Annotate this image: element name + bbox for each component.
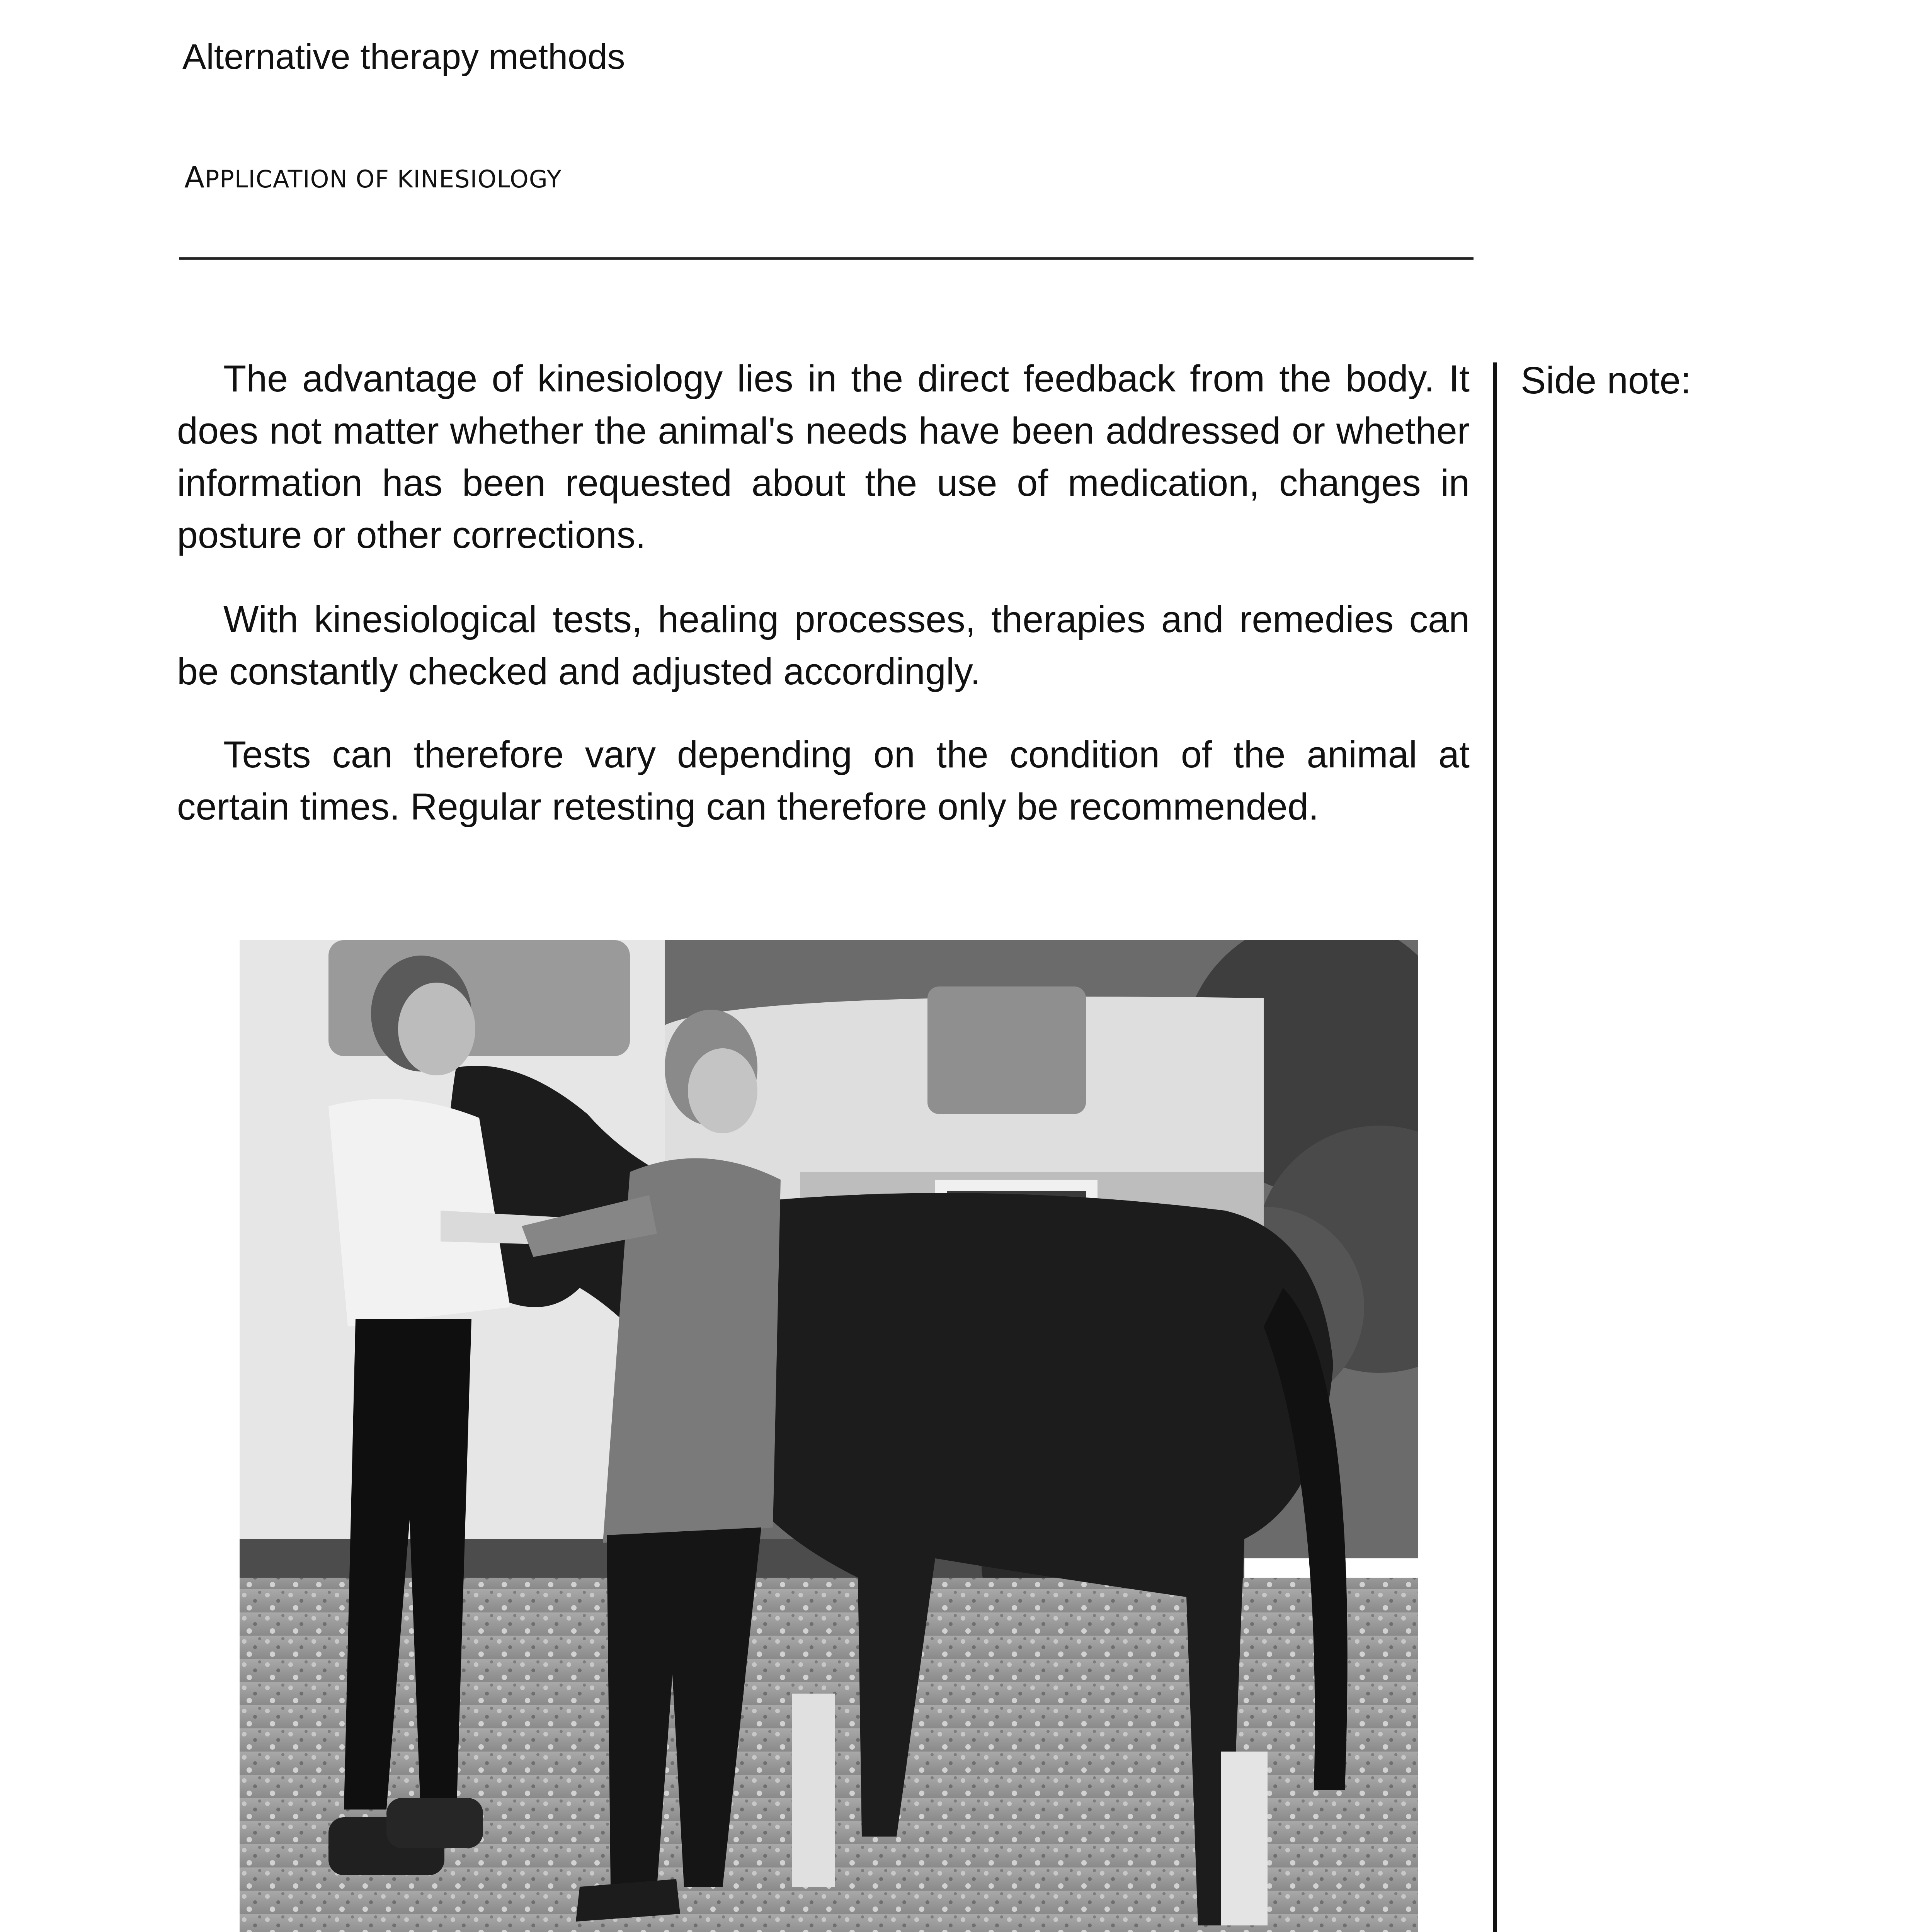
side-column-divider bbox=[1493, 362, 1497, 1932]
section-title-initial: A bbox=[184, 160, 205, 194]
photo-illustration bbox=[240, 940, 1418, 1932]
document-title: Alternative therapy methods bbox=[182, 37, 625, 77]
body-paragraph: The advantage of kinesiology lies in the direct feedback from the body. It does not matter whether the animal's needs have been addressed or whether information has been requested about the use of medication, changes in posture or other corrections. bbox=[177, 357, 1470, 556]
figure-photo bbox=[240, 940, 1418, 1932]
side-note-label: Side note: bbox=[1521, 359, 1691, 401]
body-paragraph: Tests can therefore vary depending on the condition of the animal at certain times. Regular retesting can therefore only be recommended. bbox=[177, 733, 1470, 828]
section-title-rest: PPLICATION OF KINESIOLOGY bbox=[205, 165, 562, 193]
body-paragraph: With kinesiological tests, healing processes, therapies and remedies can be constantly checked and adjusted accordingly. bbox=[177, 598, 1470, 692]
header-divider bbox=[179, 257, 1474, 260]
section-title bbox=[184, 160, 562, 194]
